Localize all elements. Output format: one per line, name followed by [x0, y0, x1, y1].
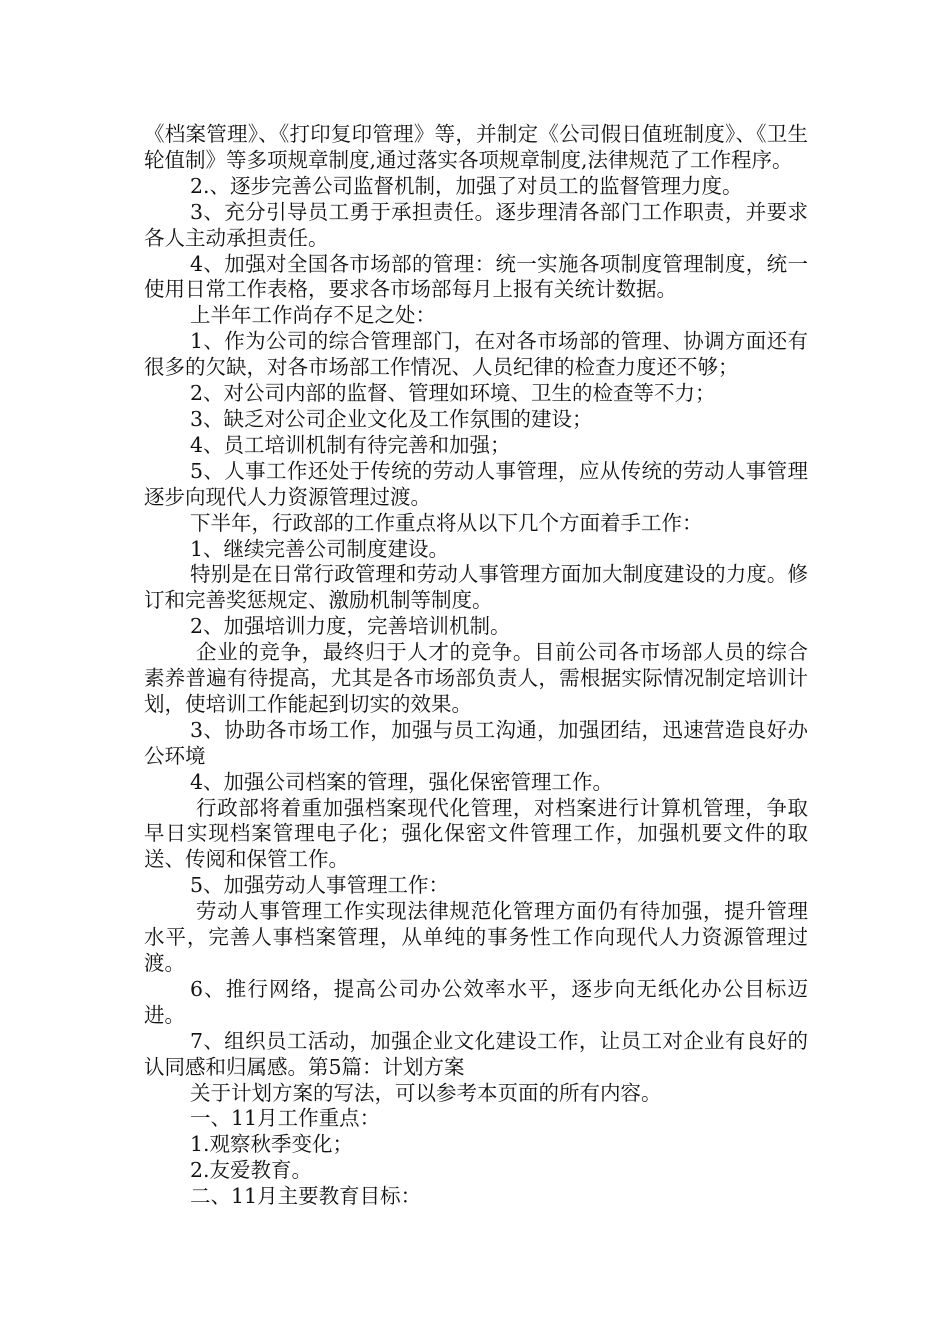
- paragraph: 3、协助各市场工作，加强与员工沟通，加强团结，迅速营造良好办公环境: [144, 717, 808, 768]
- paragraph: 1.观察秋季变化；: [190, 1132, 354, 1157]
- document-body: [144, 122, 808, 1210]
- paragraph: 1、作为公司的综合管理部门，在对各市场部的管理、协调方面还有很多的欠缺，对各市场部工作情况、人员纪律的检查力度还不够；: [144, 329, 808, 380]
- paragraph: 一、11月工作重点：: [190, 1106, 381, 1131]
- paragraph: 5、人事工作还处于传统的劳动人事管理，应从传统的劳动人事管理逐步向现代人力资源管理过渡。: [144, 458, 808, 509]
- paragraph: 《档案管理》、《打印复印管理》等，并制定《公司假日值班制度》、《卫生轮值制》等多项规章制度,通过落实各项规章制度,法律规范了工作程序。: [144, 122, 808, 172]
- paragraph: 2、对公司内部的监督、管理如环境、卫生的检查等不力；: [190, 381, 716, 406]
- paragraph: 7、组织员工活动，加强企业文化建设工作，让员工对企业有良好的认同感和归属感。第5篇：计划方案: [144, 1028, 808, 1079]
- paragraph: 1、继续完善公司制度建设。: [190, 536, 450, 561]
- paragraph: 企业的竞争，最终归于人才的竞争。目前公司各市场部人员的综合素养普遍有待提高，尤其是各市场部负责人，需根据实际情况制定培训计划，使培训工作能起到切实的效果。: [144, 640, 808, 716]
- paragraph: 2.、逐步完善公司监督机制，加强了对员工的监督管理力度。: [190, 173, 743, 198]
- paragraph: 4、员工培训机制有待完善和加强；: [190, 432, 511, 457]
- paragraph: 5、加强劳动人事管理工作：: [190, 873, 450, 898]
- paragraph: 4、加强公司档案的管理，强化保密管理工作。: [190, 769, 614, 794]
- paragraph: 3、充分引导员工勇于承担责任。逐步理清各部门工作职责，并要求各人主动承担责任。: [144, 199, 808, 250]
- paragraph: 行政部将着重加强档案现代化管理，对档案进行计算机管理，争取早日实现档案管理电子化；强化保密文件管理工作，加强机要文件的取送、传阅和保管工作。: [144, 795, 808, 872]
- paragraph: 劳动人事管理工作实现法律规范化管理方面仍有待加强，提升管理水平，完善人事档案管理，从单纯的事务性工作向现代人力资源管理过渡。: [144, 899, 808, 975]
- paragraph: 上半年工作尚存不足之处：: [190, 303, 436, 328]
- paragraph: 二、11月主要教育目标：: [190, 1184, 422, 1209]
- paragraph: 4、加强对全国各市场部的管理：统一实施各项制度管理制度，统一使用日常工作表格，要求各市场部每月上报有关统计数据。: [144, 251, 808, 302]
- paragraph: 下半年，行政部的工作重点将从以下几个方面着手工作：: [190, 510, 703, 535]
- paragraph: 6、推行网络，提高公司办公效率水平，逐步向无纸化办公目标迈进。: [144, 976, 808, 1027]
- paragraph: 2、加强培训力度，完善培训机制。: [190, 614, 511, 639]
- paragraph: 3、缺乏对公司企业文化及工作氛围的建设；: [190, 406, 593, 431]
- paragraph: 关于计划方案的写法，可以参考本页面的所有内容。: [190, 1080, 662, 1105]
- paragraph: 特别是在日常行政管理和劳动人事管理方面加大制度建设的力度。修订和完善奖惩规定、激励机制等制度。: [144, 562, 808, 613]
- paragraph: 2.友爱教育。: [190, 1158, 313, 1183]
